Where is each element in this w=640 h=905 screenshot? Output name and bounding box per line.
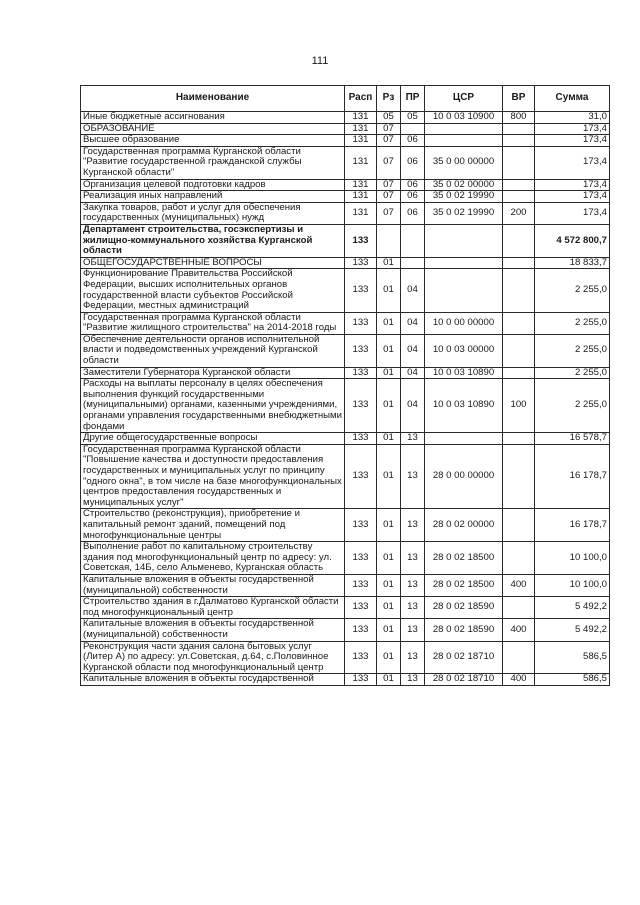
cell-sum: 16 578,7 bbox=[535, 433, 610, 445]
cell-sum: 173,4 bbox=[535, 123, 610, 135]
cell-rasp: 133 bbox=[345, 433, 377, 445]
cell-pr: 13 bbox=[401, 444, 425, 509]
cell-pr: 06 bbox=[401, 179, 425, 191]
cell-sum: 2 255,0 bbox=[535, 367, 610, 379]
cell-sum: 16 178,7 bbox=[535, 509, 610, 542]
cell-name: Организация целевой подготовки кадров bbox=[81, 179, 345, 191]
cell-vr bbox=[503, 334, 535, 367]
cell-pr: 04 bbox=[401, 379, 425, 433]
cell-vr bbox=[503, 191, 535, 203]
header-rasp: Расп bbox=[345, 86, 377, 112]
cell-rasp: 133 bbox=[345, 597, 377, 619]
cell-rz: 01 bbox=[377, 444, 401, 509]
budget-table bbox=[80, 85, 610, 686]
cell-rz: 07 bbox=[377, 179, 401, 191]
cell-rasp: 131 bbox=[345, 123, 377, 135]
cell-pr bbox=[401, 224, 425, 257]
cell-rz: 01 bbox=[377, 542, 401, 575]
cell-rz: 05 bbox=[377, 112, 401, 124]
table-row bbox=[81, 257, 610, 269]
cell-csr bbox=[425, 123, 503, 135]
cell-rz: 07 bbox=[377, 146, 401, 179]
cell-rz: 01 bbox=[377, 379, 401, 433]
cell-rasp: 133 bbox=[345, 379, 377, 433]
cell-csr: 10 0 00 00000 bbox=[425, 312, 503, 334]
cell-rasp: 133 bbox=[345, 367, 377, 379]
cell-csr: 28 0 02 18500 bbox=[425, 542, 503, 575]
cell-rasp: 133 bbox=[345, 509, 377, 542]
cell-pr: 13 bbox=[401, 509, 425, 542]
cell-rz: 01 bbox=[377, 674, 401, 686]
header-pr: ПР bbox=[401, 86, 425, 112]
cell-rasp: 133 bbox=[345, 269, 377, 312]
cell-rasp: 133 bbox=[345, 334, 377, 367]
cell-vr bbox=[503, 542, 535, 575]
cell-csr: 35 0 02 19990 bbox=[425, 191, 503, 203]
cell-csr: 10 0 03 10890 bbox=[425, 379, 503, 433]
cell-csr: 10 0 03 00000 bbox=[425, 334, 503, 367]
cell-sum: 31,0 bbox=[535, 112, 610, 124]
cell-name: Реконструкция части здания салона бытовых услуг (Литер А) по адресу: ул.Советская, д.64, с.Половинное Курганской области под многофункциональный центр bbox=[81, 641, 345, 674]
cell-csr: 28 0 02 18590 bbox=[425, 619, 503, 641]
cell-vr: 100 bbox=[503, 379, 535, 433]
cell-name: ОБРАЗОВАНИЕ bbox=[81, 123, 345, 135]
cell-rz: 01 bbox=[377, 367, 401, 379]
cell-rz: 07 bbox=[377, 135, 401, 147]
cell-rasp: 131 bbox=[345, 112, 377, 124]
cell-vr bbox=[503, 597, 535, 619]
cell-sum: 10 100,0 bbox=[535, 574, 610, 596]
table-row bbox=[81, 542, 610, 575]
cell-vr: 400 bbox=[503, 674, 535, 686]
cell-pr: 13 bbox=[401, 674, 425, 686]
table-header-row bbox=[81, 86, 610, 112]
cell-sum: 2 255,0 bbox=[535, 334, 610, 367]
cell-pr: 06 bbox=[401, 202, 425, 224]
cell-pr: 06 bbox=[401, 146, 425, 179]
cell-sum: 173,4 bbox=[535, 146, 610, 179]
cell-name: Закупка товаров, работ и услуг для обеспечения государственных (муниципальных) нужд bbox=[81, 202, 345, 224]
cell-vr bbox=[503, 123, 535, 135]
cell-rz: 07 bbox=[377, 191, 401, 203]
cell-rz: 01 bbox=[377, 509, 401, 542]
cell-sum: 2 255,0 bbox=[535, 379, 610, 433]
cell-sum: 586,5 bbox=[535, 641, 610, 674]
cell-name: Департамент строительства, госэкспертизы и жилищно-коммунального хозяйства Курганской области bbox=[81, 224, 345, 257]
table-row bbox=[81, 112, 610, 124]
cell-sum: 173,4 bbox=[535, 179, 610, 191]
cell-vr bbox=[503, 135, 535, 147]
cell-vr bbox=[503, 641, 535, 674]
header-csr: ЦСР bbox=[425, 86, 503, 112]
cell-rz: 07 bbox=[377, 123, 401, 135]
cell-csr: 35 0 02 00000 bbox=[425, 179, 503, 191]
table-row bbox=[81, 619, 610, 641]
cell-vr bbox=[503, 509, 535, 542]
table-row bbox=[81, 224, 610, 257]
cell-sum: 5 492,2 bbox=[535, 597, 610, 619]
cell-rasp: 131 bbox=[345, 146, 377, 179]
table-row bbox=[81, 202, 610, 224]
cell-rz bbox=[377, 224, 401, 257]
header-vr: ВР bbox=[503, 86, 535, 112]
cell-vr bbox=[503, 433, 535, 445]
cell-csr bbox=[425, 269, 503, 312]
cell-rz: 07 bbox=[377, 202, 401, 224]
cell-rz: 01 bbox=[377, 269, 401, 312]
cell-sum: 173,4 bbox=[535, 135, 610, 147]
cell-csr bbox=[425, 224, 503, 257]
cell-csr bbox=[425, 135, 503, 147]
cell-sum: 16 178,7 bbox=[535, 444, 610, 509]
cell-rz: 01 bbox=[377, 312, 401, 334]
cell-pr: 04 bbox=[401, 269, 425, 312]
page-number: 111 bbox=[311, 55, 329, 67]
cell-csr: 35 0 02 19990 bbox=[425, 202, 503, 224]
cell-name: Строительство (реконструкция), приобретение и капитальный ремонт зданий, помещений под многофункциональные центры bbox=[81, 509, 345, 542]
cell-name: Иные бюджетные ассигнования bbox=[81, 112, 345, 124]
cell-rasp: 131 bbox=[345, 179, 377, 191]
cell-pr: 04 bbox=[401, 334, 425, 367]
cell-csr: 28 0 02 00000 bbox=[425, 509, 503, 542]
cell-name: ОБЩЕГОСУДАРСТВЕННЫЕ ВОПРОСЫ bbox=[81, 257, 345, 269]
header-rz: Рз bbox=[377, 86, 401, 112]
cell-vr bbox=[503, 444, 535, 509]
cell-sum: 173,4 bbox=[535, 202, 610, 224]
cell-rz: 01 bbox=[377, 433, 401, 445]
table-row bbox=[81, 574, 610, 596]
cell-rasp: 133 bbox=[345, 674, 377, 686]
table-row bbox=[81, 641, 610, 674]
cell-name: Расходы на выплаты персоналу в целях обеспечения выполнения функций государственными (муниципальными) органами, казенными учреждениями, органами управления государственными внебюджетными фондами bbox=[81, 379, 345, 433]
cell-vr: 400 bbox=[503, 619, 535, 641]
table-row bbox=[81, 312, 610, 334]
cell-name: Другие общегосударственные вопросы bbox=[81, 433, 345, 445]
cell-rz: 01 bbox=[377, 597, 401, 619]
cell-vr bbox=[503, 146, 535, 179]
cell-rasp: 133 bbox=[345, 641, 377, 674]
cell-pr: 13 bbox=[401, 542, 425, 575]
cell-pr: 13 bbox=[401, 641, 425, 674]
table-row bbox=[81, 367, 610, 379]
cell-csr: 28 0 02 18710 bbox=[425, 641, 503, 674]
table-row bbox=[81, 509, 610, 542]
cell-sum: 5 492,2 bbox=[535, 619, 610, 641]
cell-pr bbox=[401, 123, 425, 135]
cell-name: Заместители Губернатора Курганской области bbox=[81, 367, 345, 379]
cell-vr: 400 bbox=[503, 574, 535, 596]
cell-pr: 06 bbox=[401, 135, 425, 147]
cell-name: Выполнение работ по капитальному строительству здания под многофункциональный центр по адресу: ул. Советская, 14Б, село Альменево, Курганская область bbox=[81, 542, 345, 575]
cell-rasp: 131 bbox=[345, 135, 377, 147]
cell-csr: 28 0 02 18710 bbox=[425, 674, 503, 686]
cell-vr: 200 bbox=[503, 202, 535, 224]
cell-rz: 01 bbox=[377, 619, 401, 641]
cell-name: Функционирование Правительства Российской Федерации, высших исполнительных органов государственной власти субъектов Российской Федерации, местных администраций bbox=[81, 269, 345, 312]
cell-rasp: 131 bbox=[345, 191, 377, 203]
table-row bbox=[81, 135, 610, 147]
cell-vr bbox=[503, 257, 535, 269]
cell-name: Высшее образование bbox=[81, 135, 345, 147]
table-row bbox=[81, 433, 610, 445]
cell-sum: 2 255,0 bbox=[535, 312, 610, 334]
cell-pr: 13 bbox=[401, 433, 425, 445]
cell-rz: 01 bbox=[377, 334, 401, 367]
cell-name: Государственная программа Курганской области "Повышение качества и доступности предоставления государственных и муниципальных услуг по принципу "одного окна", в том числе на базе многофункциональных центров предоставления государственных и муниципальных услуг" bbox=[81, 444, 345, 509]
cell-rasp: 133 bbox=[345, 224, 377, 257]
cell-name: Капитальные вложения в объекты государственной (муниципальной) собственности bbox=[81, 574, 345, 596]
table-row bbox=[81, 146, 610, 179]
cell-pr: 04 bbox=[401, 367, 425, 379]
cell-name: Государственная программа Курганской области "Развитие государственной гражданской службы Курганской области" bbox=[81, 146, 345, 179]
cell-csr: 28 0 02 18590 bbox=[425, 597, 503, 619]
cell-name: Государственная программа Курганской области "Развитие жилищного строительства" на 2014-2018 годы bbox=[81, 312, 345, 334]
cell-pr: 13 bbox=[401, 597, 425, 619]
table-row bbox=[81, 674, 610, 686]
cell-sum: 10 100,0 bbox=[535, 542, 610, 575]
cell-sum: 18 833,7 bbox=[535, 257, 610, 269]
cell-sum: 2 255,0 bbox=[535, 269, 610, 312]
cell-rasp: 133 bbox=[345, 619, 377, 641]
cell-pr: 13 bbox=[401, 619, 425, 641]
cell-csr: 10 0 03 10890 bbox=[425, 367, 503, 379]
cell-name: Обеспечение деятельности органов исполнительной власти и подведомственных учреждений Курганской области bbox=[81, 334, 345, 367]
table-row bbox=[81, 334, 610, 367]
cell-rz: 01 bbox=[377, 641, 401, 674]
cell-sum: 586,5 bbox=[535, 674, 610, 686]
table-row bbox=[81, 123, 610, 135]
cell-rz: 01 bbox=[377, 257, 401, 269]
table-row bbox=[81, 379, 610, 433]
cell-pr: 13 bbox=[401, 574, 425, 596]
cell-vr bbox=[503, 269, 535, 312]
cell-name: Строительство здания в г.Далматово Курганской области под многофункциональный центр bbox=[81, 597, 345, 619]
table-body bbox=[81, 112, 610, 686]
cell-pr: 04 bbox=[401, 312, 425, 334]
table-row bbox=[81, 269, 610, 312]
table-row bbox=[81, 597, 610, 619]
cell-pr: 05 bbox=[401, 112, 425, 124]
cell-vr bbox=[503, 179, 535, 191]
cell-vr bbox=[503, 224, 535, 257]
cell-rz: 01 bbox=[377, 574, 401, 596]
cell-pr bbox=[401, 257, 425, 269]
cell-csr bbox=[425, 257, 503, 269]
cell-vr: 800 bbox=[503, 112, 535, 124]
cell-rasp: 133 bbox=[345, 312, 377, 334]
cell-rasp: 133 bbox=[345, 444, 377, 509]
cell-csr bbox=[425, 433, 503, 445]
cell-rasp: 131 bbox=[345, 202, 377, 224]
table-row bbox=[81, 179, 610, 191]
cell-name: Реализация иных направлений bbox=[81, 191, 345, 203]
cell-csr: 28 0 02 18500 bbox=[425, 574, 503, 596]
cell-rasp: 133 bbox=[345, 574, 377, 596]
header-name: Наименование bbox=[81, 86, 345, 112]
cell-vr bbox=[503, 312, 535, 334]
cell-rasp: 133 bbox=[345, 542, 377, 575]
cell-sum: 173,4 bbox=[535, 191, 610, 203]
table-row bbox=[81, 444, 610, 509]
header-sum: Сумма bbox=[535, 86, 610, 112]
cell-rasp: 133 bbox=[345, 257, 377, 269]
cell-name: Капитальные вложения в объекты государственной (муниципальной) собственности bbox=[81, 619, 345, 641]
cell-csr: 28 0 00 00000 bbox=[425, 444, 503, 509]
cell-csr: 35 0 00 00000 bbox=[425, 146, 503, 179]
cell-name: Капитальные вложения в объекты государственной bbox=[81, 674, 345, 686]
cell-vr bbox=[503, 367, 535, 379]
cell-pr: 06 bbox=[401, 191, 425, 203]
cell-sum: 4 572 800,7 bbox=[535, 224, 610, 257]
table-row bbox=[81, 191, 610, 203]
cell-csr: 10 0 03 10900 bbox=[425, 112, 503, 124]
